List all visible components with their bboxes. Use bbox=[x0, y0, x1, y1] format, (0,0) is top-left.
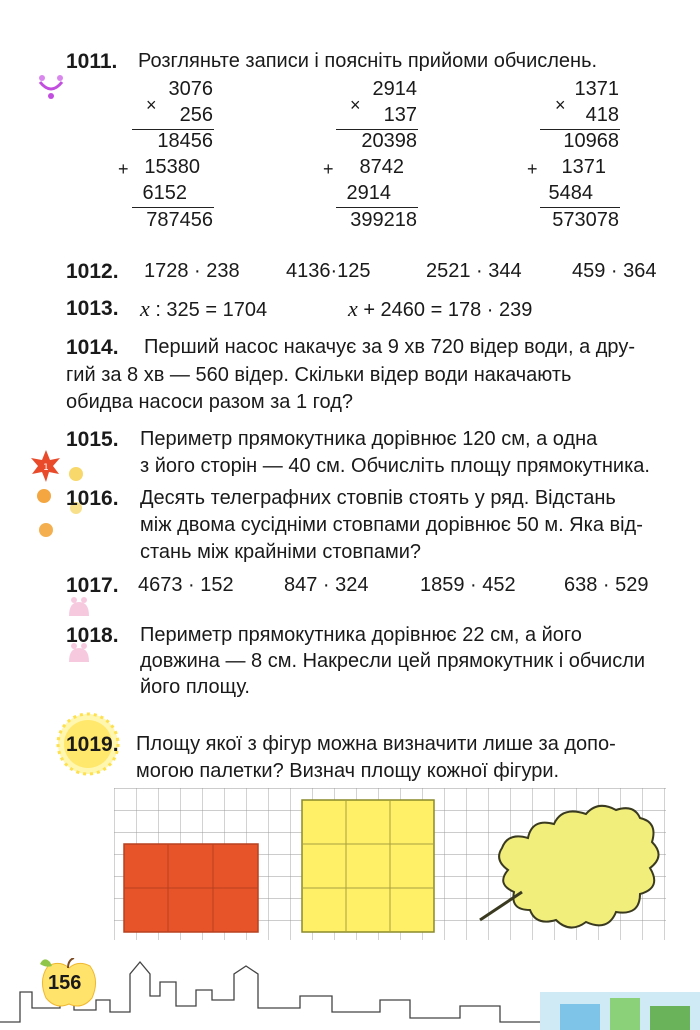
palette-grid-figures bbox=[110, 784, 670, 944]
partial-product: 8742 bbox=[359, 156, 404, 178]
exercise-text-line: Периметр прямокутника дорівнює 120 см, а одна bbox=[140, 428, 598, 450]
expression: 638 · 529 bbox=[564, 574, 649, 596]
expression: 1728 · 238 bbox=[144, 260, 240, 282]
exercise-number: 1017. bbox=[66, 574, 119, 597]
exercise-number: 1011. bbox=[66, 50, 118, 73]
multiplicand: 2914 bbox=[372, 78, 417, 100]
exercise-text: Розгляньте записи і поясніть прийоми обчислень. bbox=[138, 50, 598, 72]
exercise-text-line: Десять телеграфних стовпів стоять у ряд. Відстань bbox=[140, 487, 616, 509]
partial-product: 6152 bbox=[142, 182, 187, 204]
multiplicand: 3076 bbox=[168, 78, 213, 100]
multiplicand: 1371 bbox=[574, 78, 619, 100]
equation bbox=[348, 296, 532, 322]
product: 399218 bbox=[350, 209, 417, 231]
equation-rest: + 2460 = 178 · 239 bbox=[357, 299, 533, 321]
exercise-text-line: з його сторін — 40 см. Обчисліть площу прямокутника. bbox=[140, 455, 650, 477]
variable-x: x bbox=[348, 296, 358, 321]
equation bbox=[140, 296, 267, 322]
exercise-number: 1018. bbox=[66, 624, 119, 647]
exercise-number: 1014. bbox=[66, 336, 119, 359]
exercise-text-line: довжина — 8 см. Накресли цей прямокутник і обчисли bbox=[140, 650, 646, 672]
expression: 4136·125 bbox=[286, 260, 371, 282]
exercise-number: 1016. bbox=[66, 487, 119, 510]
times-sign: × bbox=[350, 95, 361, 115]
bunny-icon bbox=[64, 596, 94, 618]
partial-product: 20398 bbox=[361, 130, 417, 152]
exercise-text-line: Площу якої з фігур можна визначити лише за допо- bbox=[136, 733, 616, 755]
product: 573078 bbox=[552, 209, 619, 231]
exercise-text-line: Периметр прямокутника дорівнює 22 см, а його bbox=[140, 624, 582, 646]
exercise-text-line: обидва насоси разом за 1 год? bbox=[66, 391, 354, 413]
times-sign: × bbox=[555, 95, 566, 115]
exercise-text-line: могою палетки? Визнач площу кожної фігури. bbox=[136, 760, 560, 782]
partial-product: 15380 bbox=[144, 156, 200, 178]
exercise-number: 1015. bbox=[66, 428, 119, 451]
multiplier: 418 bbox=[585, 104, 619, 126]
plus-sign: + bbox=[118, 159, 129, 179]
exercise-text-line: між двома сусідніми стовпами дорівнює 50 м. Яка від- bbox=[140, 514, 643, 536]
variable-x: x bbox=[140, 296, 150, 321]
plus-sign: + bbox=[323, 159, 334, 179]
partial-product: 2914 bbox=[346, 182, 391, 204]
exercise-text-line: Перший насос накачує за 9 хв 720 відер води, а дру- bbox=[144, 336, 635, 358]
multiplier: 256 bbox=[179, 104, 213, 126]
expression: 847 · 324 bbox=[284, 574, 369, 596]
partial-product: 1371 bbox=[561, 156, 606, 178]
exercise-text-line: стань між крайніми стовпами? bbox=[140, 541, 422, 563]
expression: 2521 · 344 bbox=[426, 260, 522, 282]
partial-product: 10968 bbox=[563, 130, 619, 152]
exercise-number: 1013. bbox=[66, 297, 119, 320]
equation-rest: : 325 = 1704 bbox=[149, 299, 268, 321]
exercise-number: 1019. bbox=[66, 733, 119, 756]
city-skyline-decoration bbox=[0, 952, 700, 1030]
expression: 459 · 364 bbox=[572, 260, 657, 282]
mouse-face-icon bbox=[36, 74, 66, 102]
multiplier: 137 bbox=[383, 104, 417, 126]
times-sign: × bbox=[146, 95, 157, 115]
product: 787456 bbox=[146, 209, 213, 231]
yellow-square bbox=[302, 800, 434, 932]
partial-product: 5484 bbox=[548, 182, 593, 204]
exercise-text-line: гий за 8 хв — 560 відер. Скільки відер води накачають bbox=[66, 364, 572, 386]
expression: 1859 · 452 bbox=[420, 574, 516, 596]
page-number-badge bbox=[38, 958, 100, 1010]
exercise-number: 1012. bbox=[66, 260, 119, 283]
svg-text:1: 1 bbox=[43, 463, 49, 473]
page-number: 156 bbox=[48, 972, 82, 994]
exercise-text-line: його площу. bbox=[140, 676, 250, 698]
plus-sign: + bbox=[527, 159, 538, 179]
partial-product: 18456 bbox=[157, 130, 213, 152]
expression: 4673 · 152 bbox=[138, 574, 234, 596]
